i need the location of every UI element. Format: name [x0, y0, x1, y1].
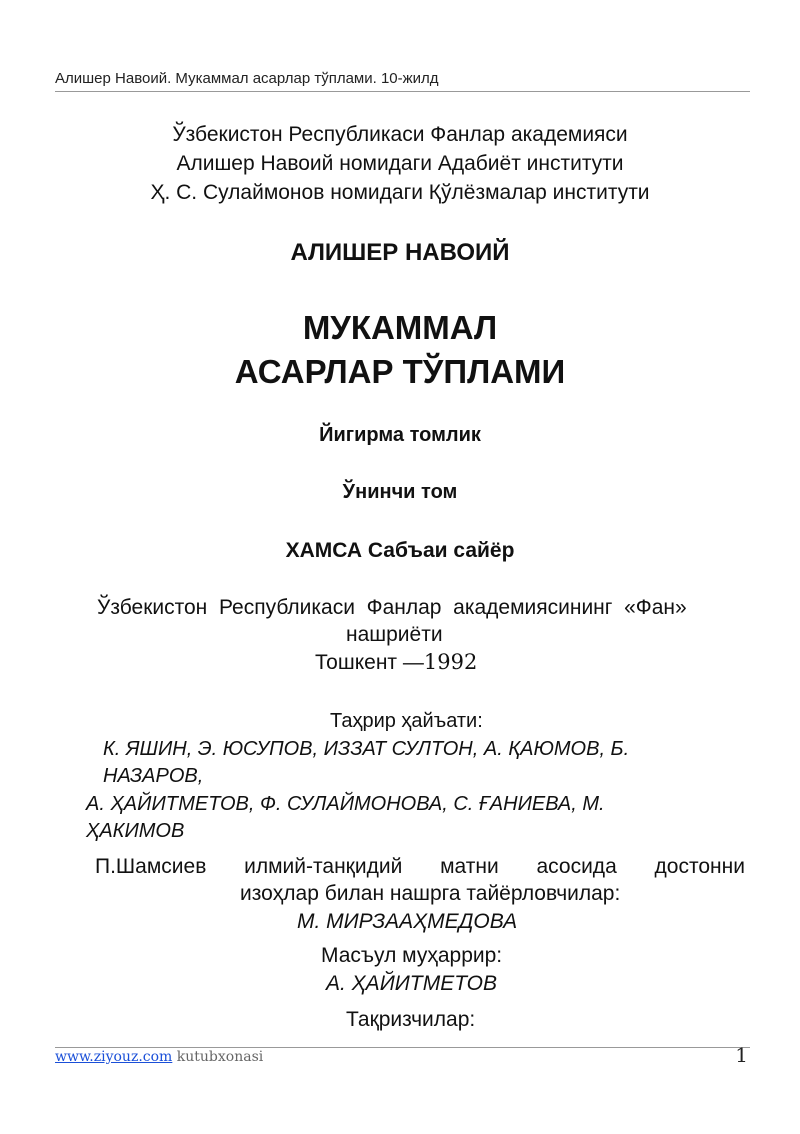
preparer-word: илмий-танқидий [244, 855, 403, 878]
editorial-board-line-4: ҲАКИМОВ [86, 820, 185, 842]
footer-credit [55, 1049, 263, 1065]
institution-manuscripts: Ҳ. С. Сулаймонов номидаги Қўлёзмалар институти [150, 181, 650, 204]
preparer-word: матни [440, 855, 499, 878]
title-line-1: МУКАММАЛ [302, 309, 498, 346]
institution-academy: Ўзбекистон Республикаси Фанлар академияси [172, 123, 628, 146]
institution-lines [0, 120, 800, 207]
city: Тошкент — [315, 651, 424, 674]
editorial-board-label: Таҳрир ҳайъати: [330, 710, 483, 732]
preparer-name: М. МИРЗААҲМЕДОВА [297, 910, 518, 933]
series-label: Йигирма томлик [319, 424, 481, 446]
responsible-editor-name: А. ҲАЙИТМЕТОВ [326, 972, 498, 995]
reviewers-label: Тақризчилар: [346, 1008, 476, 1031]
volume-label: Ўнинчи том [342, 481, 458, 503]
preparer-word: асосида [536, 855, 617, 878]
title-line-2: АСАРЛАР ТЎПЛАМИ [234, 353, 566, 390]
header-divider [55, 91, 750, 92]
book-title [0, 306, 800, 394]
editorial-board-line-3: А. ҲАЙИТМЕТОВ, Ф. СУЛАЙМОНОВА, С. ҒАНИЕВА, М. [86, 793, 605, 815]
author-name: АЛИШЕР НАВОИЙ [290, 239, 510, 266]
ziyouz-link[interactable]: www.ziyouz.com [55, 1049, 173, 1065]
footer-suffix: kutubxonasi [172, 1049, 264, 1065]
editorial-board-line-2: НАЗАРОВ, [103, 765, 204, 787]
work-title: ХАМСА Сабъаи сайёр [285, 539, 515, 562]
editorial-board-line-1: К. ЯШИН, Э. ЮСУПОВ, ИЗЗАТ СУЛТОН, А. ҚАЮМОВ, Б. [103, 738, 630, 760]
preparer-line-2: изоҳлар билан нашрга тайёрловчилар: [240, 882, 621, 905]
preparer-line-1 [95, 855, 745, 879]
page-number: 1 [735, 1043, 748, 1067]
footer-divider [55, 1047, 750, 1048]
year: 1992 [423, 650, 478, 674]
preparer-word: П.Шамсиев [95, 855, 207, 878]
preparer-word: достонни [654, 855, 745, 878]
running-header: Алишер Навоий. Мукаммал асарлар тўплами. 10-жилд [55, 70, 439, 87]
institution-literature: Алишер Навоий номидаги Адабиёт институти [176, 152, 624, 175]
publisher-line-1: Ўзбекистон Республикаси Фанлар академиясининг «Фан» [97, 596, 687, 619]
responsible-editor-label: Масъул муҳаррир: [321, 944, 503, 967]
city-year [315, 650, 477, 675]
publisher-line-2: нашриёти [346, 623, 443, 646]
